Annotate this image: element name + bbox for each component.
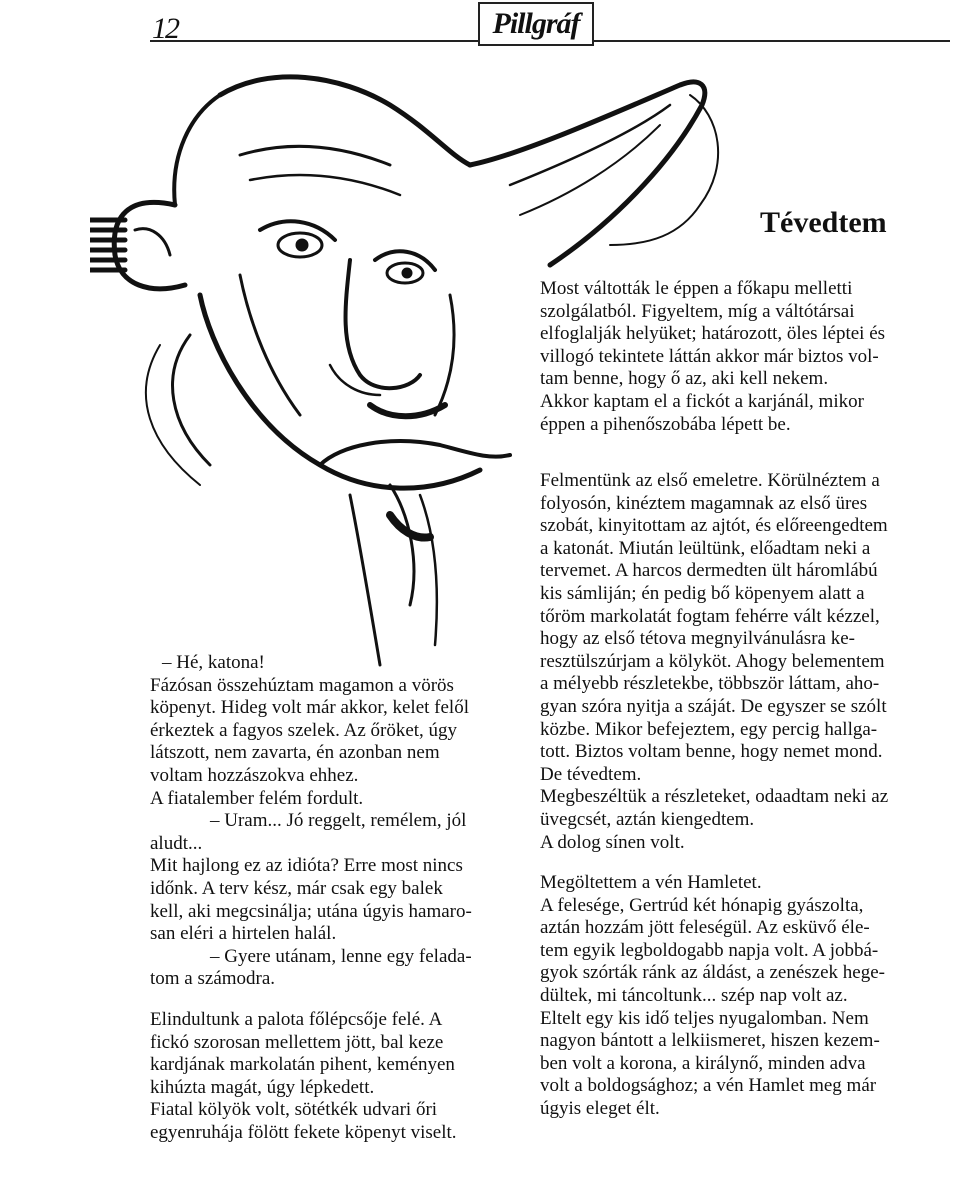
- text-line: kardjának markolatán pihent, keményen: [150, 1054, 455, 1076]
- text-line: folyosón, kinéztem magamnak az első üres: [540, 492, 868, 514]
- text-line: látszott, nem zavarta, én azonban nem: [150, 742, 440, 764]
- text-line: aztán hozzám jött feleségül. Az esküvő éle-: [540, 917, 870, 939]
- text-line: a katonát. Miután leültünk, előadtam neki a: [540, 537, 871, 559]
- text-line: A fiatalember felém fordult.: [150, 787, 364, 809]
- text-line: tőröm markolatát fogtam fehérre vált kézzel,: [540, 605, 880, 627]
- page-number: 12: [152, 12, 178, 45]
- text-line: érkeztek a fagyos szelek. Az őröket, úgy: [150, 719, 458, 741]
- text-line: Most váltották le éppen a főkapu melletti: [540, 278, 853, 299]
- text-line: tom a számodra.: [150, 968, 276, 990]
- text-line: kihúzta magát, úgy lépkedett.: [150, 1076, 375, 1098]
- text-line: hogy az első tétova megnyilvánulásra ke-: [540, 628, 855, 650]
- text-line: Megbeszéltük a részleteket, odaadtam neki az: [540, 786, 889, 808]
- text-line: voltam hozzászokva ehhez.: [150, 764, 359, 786]
- text-line: volt a boldogsághoz; a vén Hamlet meg már: [540, 1075, 877, 1097]
- text-line: ben volt a korona, a királynő, minden adva: [540, 1052, 866, 1074]
- text-line: A felesége, Gertrúd két hónapig gyászolta,: [540, 894, 864, 916]
- text-line: tam benne, hogy ő az, aki kell nekem.: [540, 368, 829, 390]
- text-line: Mit hajlong ez az idióta? Erre most nincs: [150, 855, 463, 877]
- text-line: kell, aki megcsinálja; utána úgyis hamaro-: [150, 900, 472, 922]
- paragraph-gap: [540, 854, 888, 872]
- text-line: villogó tekintete láttán akkor már biztos vol-: [540, 345, 879, 367]
- text-line: Felmentünk az első emeletre. Körülnéztem a: [540, 470, 880, 491]
- text-line: tervemet. A harcos dermedten ült háromlábú: [540, 560, 878, 582]
- text-line: Akkor kaptam el a fickót a karjánál, mikor: [540, 390, 864, 412]
- dialog-line: – Gyere utánam, lenne egy felada-: [210, 945, 472, 967]
- masthead-logo: Pillgráf: [478, 2, 594, 46]
- text-line: közbe. Mikor befejeztem, egy percig hallga-: [540, 718, 878, 740]
- text-line: a mélyebb részletekbe, többször láttam, aho-: [540, 673, 880, 695]
- text-line: nagyon bántott a lelkiismeret, hiszen kezem-: [540, 1030, 880, 1052]
- text-line: tott. Biztos voltam benne, hogy nemet mond.: [540, 741, 883, 763]
- text-line: éppen a pihenőszobába lépett be.: [540, 413, 791, 435]
- text-line: aludt...: [150, 832, 203, 854]
- text-line: kis sámliján; én pedig bő köpenyem alatt a: [540, 582, 865, 604]
- dialog-line: – Hé, katona!: [162, 652, 265, 673]
- text-line: Fiatal kölyök volt, sötétkék udvari őri: [150, 1099, 438, 1121]
- text-line: egyenruhája fölött fekete köpenyt viselt.: [150, 1121, 457, 1143]
- text-line: dültek, mi táncoltunk... szép nap volt az.: [540, 985, 848, 1007]
- text-line: elfoglalják helyüket; határozott, öles léptei és: [540, 323, 886, 345]
- text-line: üvegcsét, aztán kiengedtem.: [540, 808, 755, 830]
- paragraph-gap: [150, 991, 472, 1009]
- text-line: resztülszúrjam a kölyköt. Ahogy belementem: [540, 650, 885, 672]
- right-column-bottom: [540, 470, 888, 1121]
- text-line: tem egyik legboldogabb napja volt. A jobbá-: [540, 939, 879, 961]
- text-line: úgyis eleget élt.: [540, 1098, 660, 1120]
- right-column-top: [540, 278, 885, 436]
- text-line: szolgálatból. Figyeltem, míg a váltótársai: [540, 300, 855, 322]
- text-line: Elindultunk a palota főlépcsője felé. A: [150, 1008, 443, 1030]
- text-line: köpenyt. Hideg volt már akkor, kelet felől: [150, 697, 469, 719]
- article-title: Tévedtem: [760, 206, 887, 239]
- text-line: időnk. A terv kész, már csak egy balek: [150, 877, 443, 899]
- text-line: Fázósan összehúztam magamon a vörös: [150, 674, 454, 696]
- text-line: gyok szórták ránk az áldást, a zenészek hege-: [540, 962, 885, 984]
- text-line: Megöltettem a vén Hamletet.: [540, 872, 762, 894]
- dialog-line: – Uram... Jó reggelt, remélem, jól: [210, 810, 467, 832]
- left-column: [150, 652, 472, 1144]
- text-line: Eltelt egy kis idő teljes nyugalomban. Nem: [540, 1007, 869, 1029]
- text-line: gyan szóra nyitja a száját. De egyszer se szólt: [540, 695, 887, 717]
- text-line: fickó szorosan mellettem jött, bal keze: [150, 1031, 444, 1053]
- text-line: A dolog sínen volt.: [540, 831, 685, 853]
- text-line: szobát, kinyitottam az ajtót, és előreengedtem: [540, 515, 888, 537]
- text-line: De tévedtem.: [540, 763, 642, 785]
- text-line: san eléri a hirtelen halál.: [150, 923, 337, 945]
